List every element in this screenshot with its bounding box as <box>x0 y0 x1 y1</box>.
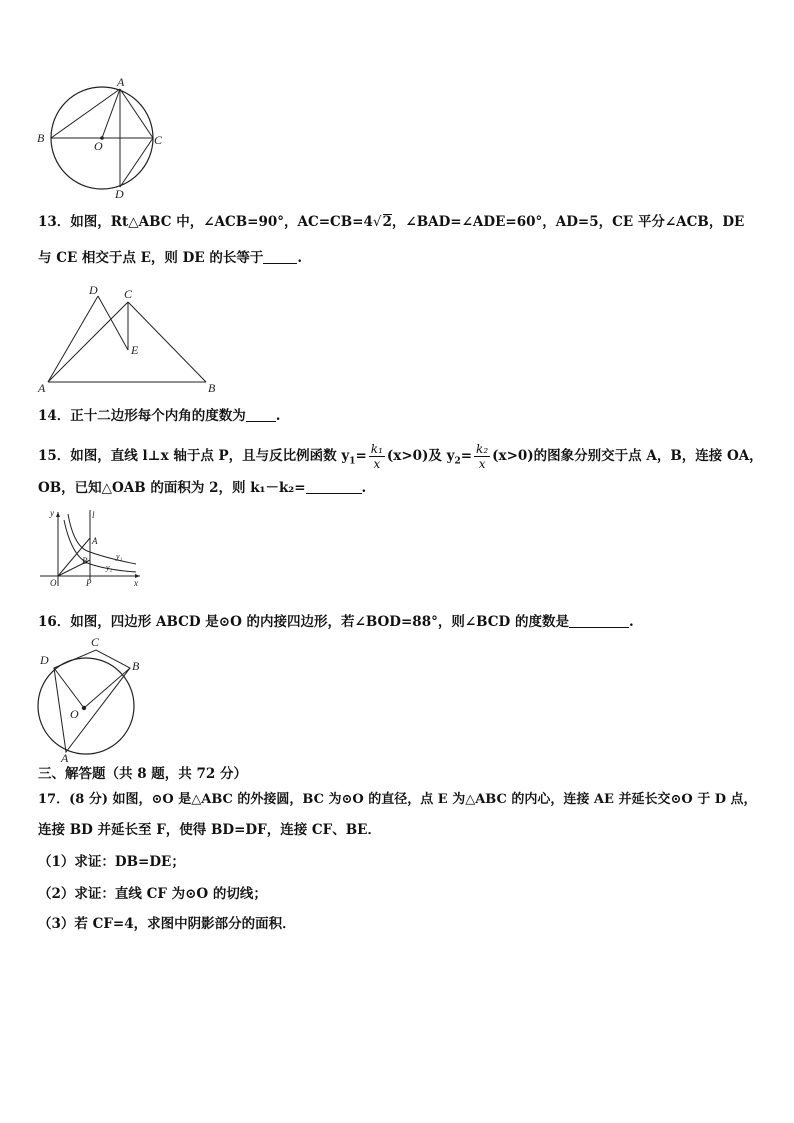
q15-text-part1: 15．如图，直线 l⊥x 轴于点 P，且与反比例函数 y <box>38 448 350 464</box>
q15-end: . <box>361 480 367 496</box>
segment-ao <box>102 89 120 138</box>
q15-cond1: (x>0)及 y <box>386 448 455 464</box>
q17-sub3-text: （3）若 CF=4，求图中阴影部分的面积． <box>38 916 296 932</box>
q13-text-line2: 与 CE 相交于点 E，则 DE 的长等于 <box>38 250 264 266</box>
q15-fraction-2 <box>474 442 490 471</box>
q17-sub2 <box>38 884 267 904</box>
q15-frac1-numerator: k₁ <box>370 442 383 456</box>
q13-text-part1: 13．如图，Rt△ABC 中，∠ACB=90°，AC=CB=4 <box>38 214 373 230</box>
label-e: E <box>131 343 139 357</box>
q17-line1 <box>38 790 757 810</box>
q14-line <box>38 406 281 426</box>
label-b: B <box>132 659 140 673</box>
curve-y2 <box>64 520 136 572</box>
label-d: D <box>89 283 98 297</box>
label-b: B <box>208 381 216 394</box>
label-c: C <box>124 287 133 301</box>
section3-title <box>38 764 247 784</box>
q13-sqrt-value: 2 <box>382 214 392 230</box>
q15-sub-2: 2 <box>454 456 461 467</box>
label-y2: y₂ <box>106 563 113 572</box>
section3-title-text: 三、解答题（共 8 题，共 72 分） <box>38 766 247 782</box>
label-b: B <box>82 556 88 566</box>
label-b: B <box>37 131 45 145</box>
label-y: y <box>50 508 54 518</box>
q15-line1 <box>38 442 763 474</box>
center-point <box>82 706 86 710</box>
label-c: C <box>91 635 100 649</box>
q13-line2 <box>38 248 302 268</box>
q17-sub2-text: （2）求证：直线 CF 为⊙O 的切线； <box>38 886 267 902</box>
q15-cond2: (x>0)的图象分别交于点 A，B，连接 OA， <box>492 448 763 464</box>
q16-text: 16．如图，四边形 ABCD 是⊙O 的内接四边形，若∠BOD=88°，则∠BCD 的度数是 <box>38 614 569 630</box>
label-a: A <box>117 75 125 89</box>
label-o: O <box>50 578 57 588</box>
figure-q15 <box>36 506 146 590</box>
label-d: D <box>40 653 49 667</box>
q15-eq-1: = <box>355 448 367 464</box>
q17-text-line2: 连接 BD 并延长至 F，使得 BD=DF，连接 CF、BE． <box>38 822 381 838</box>
q15-frac2-numerator: k₂ <box>476 442 489 456</box>
q16-answer-blank[interactable] <box>569 613 629 628</box>
label-p: P <box>86 578 92 588</box>
label-o: O <box>94 139 103 153</box>
label-c: C <box>154 133 163 147</box>
label-a: A <box>92 536 98 546</box>
triangle-diagram <box>36 282 226 394</box>
figure-q13 <box>36 282 226 394</box>
q15-line2 <box>38 478 366 498</box>
y-axis-arrow-icon <box>56 512 60 517</box>
q13-end: . <box>297 250 303 266</box>
q15-fraction-1 <box>369 442 385 471</box>
segment-dc <box>120 138 153 187</box>
q13-answer-blank[interactable] <box>263 249 297 264</box>
q13-line1: 13．如图，Rt△ABC 中，∠ACB=90°，AC=CB=4√2，∠BAD=∠ADE=60°，AD=5，CE 平分∠ACB，DE <box>38 214 745 230</box>
function-graph <box>36 506 146 590</box>
q16-end: . <box>628 614 634 630</box>
q15-eq-2: = <box>460 448 473 464</box>
q14-answer-blank[interactable] <box>246 407 276 422</box>
segment-cb <box>128 302 206 382</box>
segment-ba <box>51 89 120 138</box>
label-a: A <box>61 751 69 764</box>
q14-end: . <box>275 408 281 424</box>
inscribed-quadrilateral-diagram <box>34 634 148 764</box>
q16-line <box>38 612 634 632</box>
segment-ac <box>120 89 153 138</box>
label-y1: y₁ <box>116 552 123 561</box>
label-x: x <box>134 578 138 588</box>
q15-text-line2: OB，已知△OAB 的面积为 2，则 k₁－k₂= <box>38 480 306 496</box>
segment-ob <box>84 668 130 708</box>
q17-sub1 <box>38 852 185 872</box>
q15-frac2-denominator: x <box>478 457 486 471</box>
q13-text-part2: ，∠BAD=∠ADE=60°，AD=5，CE 平分∠ACB，DE <box>391 214 745 230</box>
q14-text: 14．正十二边形每个内角的度数为 <box>38 408 246 424</box>
q15-answer-blank[interactable] <box>306 479 362 494</box>
segment-de <box>98 296 128 350</box>
q15-frac1-denominator: x <box>373 457 381 471</box>
q17-sub1-text: （1）求证：DB=DE； <box>38 854 185 870</box>
q17-text-line1: 17．(8 分) 如图，⊙O 是△ABC 的外接圆，BC 为⊙O 的直径，点 E 为△ABC 的内心，连接 AE 并延长交⊙O 于 D 点， <box>38 792 757 807</box>
q17-line2 <box>38 820 381 840</box>
q17-sub3 <box>38 914 296 934</box>
label-o: O <box>70 707 79 721</box>
q15-sub-1: 1 <box>349 456 356 467</box>
circle-abcd-diagram <box>34 74 164 202</box>
label-d: D <box>115 187 124 201</box>
curve-y1 <box>68 514 136 564</box>
label-l: l <box>92 510 95 520</box>
figure-q16 <box>34 634 148 764</box>
label-a: A <box>38 381 46 394</box>
figure-q12 <box>34 74 164 202</box>
